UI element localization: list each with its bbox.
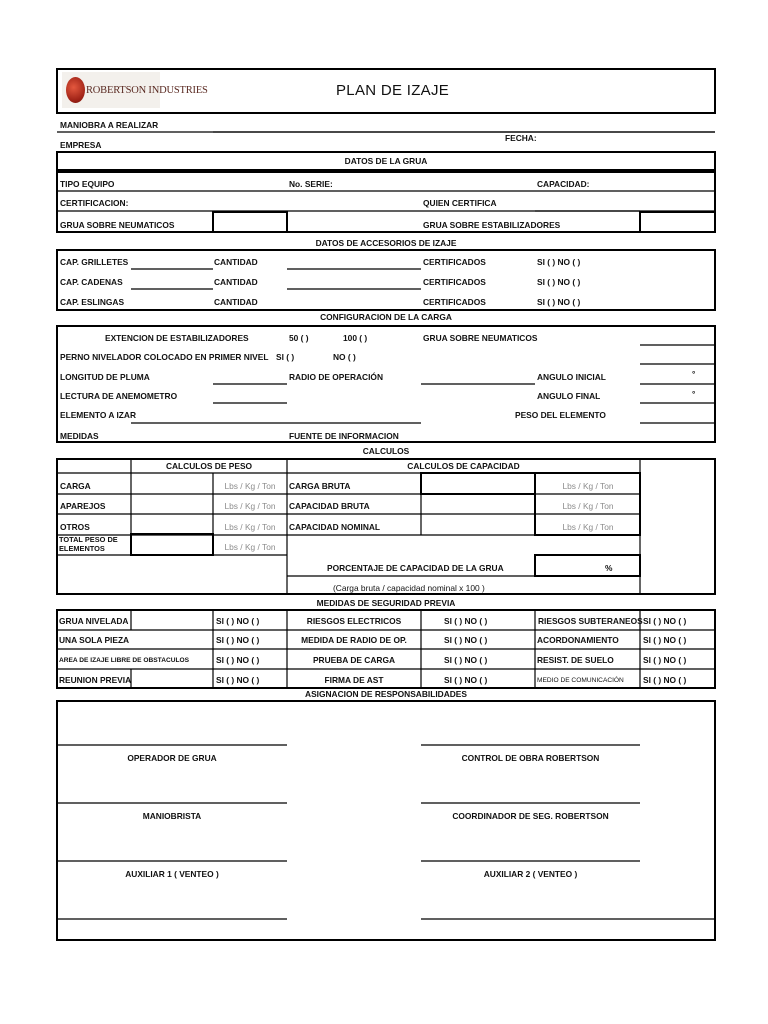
- logo-emblem-icon: [66, 77, 85, 103]
- operador-grua-label: OPERADOR DE GRUA: [127, 753, 217, 763]
- si-no-checkbox[interactable]: SI ( ) NO ( ): [537, 297, 581, 307]
- perno-si-checkbox[interactable]: SI ( ): [276, 352, 295, 362]
- certificados-label: CERTIFICADOS: [423, 297, 486, 307]
- quien-certifica-label: QUIEN CERTIFICA: [423, 198, 497, 208]
- radio-operacion-label: RADIO DE OPERACIÓN: [289, 372, 383, 382]
- maniobra-label: MANIOBRA A REALIZAR: [60, 120, 159, 130]
- si-no-checkbox[interactable]: SI ( ) NO ( ): [444, 655, 488, 665]
- extencion-label: EXTENCION DE ESTABILIZADORES: [105, 333, 249, 343]
- unit-label: Lbs / Kg / Ton: [224, 542, 276, 552]
- grua-neumaticos-label: GRUA SOBRE NEUMATICOS: [60, 220, 175, 230]
- si-no-checkbox[interactable]: SI ( ) NO ( ): [216, 616, 260, 626]
- cap-grilletes-label: CAP. GRILLETES: [60, 257, 129, 267]
- unit-label: Lbs / Kg / Ton: [562, 522, 614, 532]
- cap-cadenas-label: CAP. CADENAS: [60, 277, 123, 287]
- medio-comunicacion-label: MEDIO DE COMUNICACIÓN: [537, 677, 624, 684]
- resist-suelo-label: RESIST. DE SUELO: [537, 655, 614, 665]
- certificacion-label: CERTIFICACION:: [60, 198, 129, 208]
- si-no-checkbox[interactable]: SI ( ) NO ( ): [643, 675, 687, 685]
- auxiliar-1-label: AUXILIAR 1 ( VENTEO ): [125, 869, 219, 879]
- control-obra-label: CONTROL DE OBRA ROBERTSON: [461, 753, 600, 763]
- configuracion-title: CONFIGURACION DE LA CARGA: [320, 312, 452, 322]
- no-serie-label: No. SERIE:: [289, 179, 333, 189]
- calculos-title: CALCULOS: [362, 446, 410, 456]
- prueba-carga-label: PRUEBA DE CARGA: [312, 655, 396, 665]
- unit-label: Lbs / Kg / Ton: [562, 501, 614, 511]
- certificados-label: CERTIFICADOS: [423, 257, 486, 267]
- si-no-checkbox[interactable]: SI ( ) NO ( ): [444, 616, 488, 626]
- option-100-checkbox[interactable]: 100 ( ): [343, 333, 368, 343]
- firma-ast-label: FIRMA DE AST: [324, 675, 384, 685]
- unit-label: Lbs / Kg / Ton: [224, 481, 276, 491]
- maniobrista-label: MANIOBRISTA: [142, 811, 202, 821]
- cantidad-label: CANTIDAD: [214, 277, 258, 287]
- unit-label: Lbs / Kg / Ton: [224, 501, 276, 511]
- si-no-checkbox[interactable]: SI ( ) NO ( ): [444, 675, 488, 685]
- seguridad-title: MEDIDAS DE SEGURIDAD PREVIA: [316, 598, 456, 608]
- cantidad-label: CANTIDAD: [214, 257, 258, 267]
- carga-label: CARGA: [60, 481, 91, 491]
- angulo-final-label: ANGULO FINAL: [537, 391, 601, 401]
- si-no-checkbox[interactable]: SI ( ) NO ( ): [643, 655, 687, 665]
- si-no-checkbox[interactable]: SI ( ) NO ( ): [537, 277, 581, 287]
- accesorios-title: DATOS DE ACCESORIOS DE IZAJE: [315, 238, 457, 248]
- grua-estabilizadores-label: GRUA SOBRE ESTABILIZADORES: [423, 220, 561, 230]
- una-sola-pieza-label: UNA SOLA PIEZA: [59, 635, 130, 645]
- riesgos-electricos-label: RIESGOS ELECTRICOS: [306, 616, 402, 626]
- unit-label: Lbs / Kg / Ton: [224, 522, 276, 532]
- si-no-checkbox[interactable]: SI ( ) NO ( ): [216, 675, 260, 685]
- certificados-label: CERTIFICADOS: [423, 277, 486, 287]
- degree-symbol: °: [692, 389, 696, 399]
- lectura-anemometro-label: LECTURA DE ANEMOMETRO: [60, 391, 178, 401]
- reunion-previa-label: REUNION PREVIA: [59, 675, 132, 685]
- logo-text: ROBERTSON INDUSTRIES: [86, 85, 208, 96]
- calculos-peso-header: CALCULOS DE PESO: [165, 461, 253, 471]
- formula-note: (Carga bruta / capacidad nominal x 100 ): [333, 583, 485, 593]
- otros-label: OTROS: [60, 522, 90, 532]
- cantidad-label: CANTIDAD: [214, 297, 258, 307]
- porcentaje-label: PORCENTAJE DE CAPACIDAD DE LA GRUA: [327, 563, 504, 573]
- cap-eslingas-label: CAP. ESLINGAS: [60, 297, 125, 307]
- datos-grua-title: DATOS DE LA GRUA: [344, 156, 428, 166]
- perno-no-checkbox[interactable]: NO ( ): [333, 352, 356, 362]
- grua-neumaticos-config-label: GRUA SOBRE NEUMATICOS: [423, 333, 538, 343]
- angulo-inicial-label: ANGULO INICIAL: [537, 372, 606, 382]
- capacidad-label: CAPACIDAD:: [537, 179, 590, 189]
- calculos-capacidad-header: CALCULOS DE CAPACIDAD: [407, 461, 520, 471]
- company-logo: [62, 72, 208, 108]
- degree-symbol: °: [692, 369, 696, 379]
- peso-elemento-label: PESO DEL ELEMENTO: [515, 410, 606, 420]
- total-peso-label-line2: ELEMENTOS: [59, 544, 105, 553]
- empresa-label: EMPRESA: [60, 140, 102, 150]
- si-no-checkbox[interactable]: SI ( ) NO ( ): [643, 616, 687, 626]
- auxiliar-2-label: AUXILIAR 2 ( VENTEO ): [483, 869, 578, 879]
- fuente-informacion-label: FUENTE DE INFORMACION: [289, 431, 399, 441]
- si-no-checkbox[interactable]: SI ( ) NO ( ): [643, 635, 687, 645]
- option-50-checkbox[interactable]: 50 ( ): [289, 333, 309, 343]
- elemento-izar-label: ELEMENTO A IZAR: [60, 410, 136, 420]
- medida-radio-label: MEDIDA DE RADIO DE OP.: [301, 635, 407, 645]
- riesgos-subteraneos-label: RIESGOS SUBTERANEOS: [538, 616, 643, 626]
- capacidad-bruta-label: CAPACIDAD BRUTA: [289, 501, 370, 511]
- coordinador-seg-label: COORDINADOR DE SEG. ROBERTSON: [452, 811, 609, 821]
- unit-label: Lbs / Kg / Ton: [562, 481, 614, 491]
- medidas-label: MEDIDAS: [60, 431, 99, 441]
- perno-label: PERNO NIVELADOR COLOCADO EN PRIMER NIVEL: [60, 352, 269, 362]
- form-title: PLAN DE IZAJE: [336, 82, 450, 99]
- acordonamiento-label: ACORDONAMIENTO: [537, 635, 619, 645]
- longitud-pluma-label: LONGITUD DE PLUMA: [60, 372, 150, 382]
- percent-symbol: %: [605, 563, 613, 573]
- total-peso-label-line1: TOTAL PESO DE: [59, 535, 118, 544]
- responsables-title: ASIGNACION DE RESPONSABILIDADES: [305, 689, 467, 699]
- carga-bruta-label: CARGA BRUTA: [289, 481, 351, 491]
- fecha-label: FECHA:: [505, 133, 537, 143]
- si-no-checkbox[interactable]: SI ( ) NO ( ): [537, 257, 581, 267]
- grua-nivelada-label: GRUA NIVELADA: [59, 616, 129, 626]
- tipo-equipo-label: TIPO EQUIPO: [60, 179, 115, 189]
- area-izaje-label: AREA DE IZAJE LIBRE DE OBSTACULOS: [59, 657, 190, 664]
- aparejos-label: APAREJOS: [60, 501, 106, 511]
- si-no-checkbox[interactable]: SI ( ) NO ( ): [444, 635, 488, 645]
- si-no-checkbox[interactable]: SI ( ) NO ( ): [216, 635, 260, 645]
- si-no-checkbox[interactable]: SI ( ) NO ( ): [216, 655, 260, 665]
- capacidad-nominal-label: CAPACIDAD NOMINAL: [289, 522, 381, 532]
